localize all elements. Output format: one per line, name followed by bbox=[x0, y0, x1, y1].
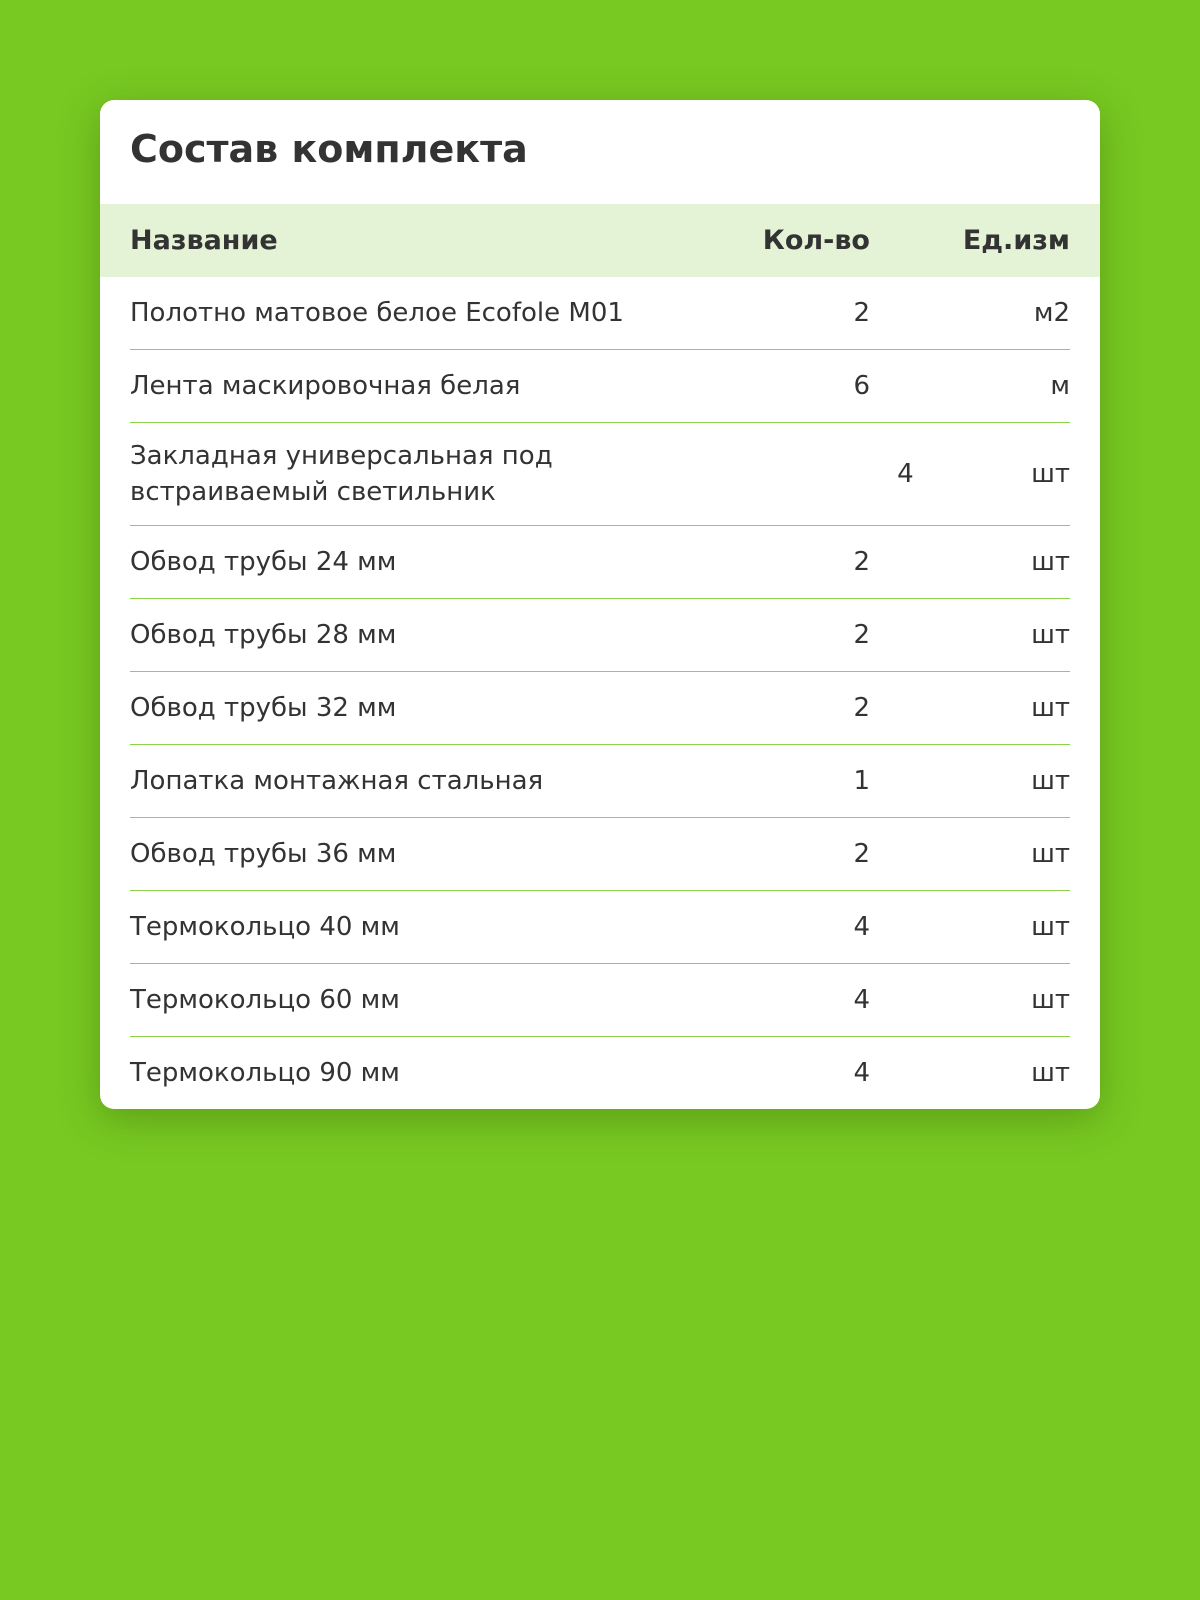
table-row bbox=[130, 891, 1070, 964]
item-qty: 1 bbox=[853, 766, 870, 796]
table-row bbox=[130, 350, 1070, 423]
table-row bbox=[130, 745, 1070, 818]
item-unit: шт bbox=[1031, 620, 1070, 650]
card-title: Состав комплекта bbox=[130, 127, 528, 171]
table-row bbox=[130, 526, 1070, 599]
item-unit: шт bbox=[1031, 912, 1070, 942]
item-name: Лопатка монтажная стальная bbox=[130, 766, 544, 796]
column-header-qty: Кол-во bbox=[762, 225, 870, 256]
item-name: Обвод трубы 24 мм bbox=[130, 547, 397, 577]
table-row bbox=[130, 423, 1070, 526]
item-name: Термокольцо 90 мм bbox=[130, 1058, 400, 1088]
table-row bbox=[130, 599, 1070, 672]
item-qty: 4 bbox=[853, 912, 870, 942]
item-qty: 4 bbox=[853, 1058, 870, 1088]
table-row bbox=[130, 818, 1070, 891]
item-unit: шт bbox=[1031, 693, 1070, 723]
item-unit: шт bbox=[1031, 459, 1070, 489]
table-row bbox=[130, 1037, 1070, 1109]
item-qty: 2 bbox=[853, 547, 870, 577]
item-qty: 4 bbox=[897, 459, 914, 489]
item-unit: шт bbox=[1031, 839, 1070, 869]
item-name: Обвод трубы 36 мм bbox=[130, 839, 397, 869]
item-qty: 2 bbox=[853, 839, 870, 869]
item-unit: шт bbox=[1031, 766, 1070, 796]
item-name: Обвод трубы 32 мм bbox=[130, 693, 397, 723]
table-row bbox=[130, 672, 1070, 745]
item-name: Полотно матовое белое Ecofole M01 bbox=[130, 298, 624, 328]
table-row bbox=[130, 964, 1070, 1037]
kit-contents-card bbox=[100, 100, 1100, 1109]
item-unit: шт bbox=[1031, 547, 1070, 577]
table-header bbox=[100, 204, 1100, 277]
item-name: Термокольцо 60 мм bbox=[130, 985, 400, 1015]
table-body bbox=[100, 277, 1100, 1109]
item-qty: 2 bbox=[853, 693, 870, 723]
table-row bbox=[130, 277, 1070, 350]
item-name: Термокольцо 40 мм bbox=[130, 912, 400, 942]
item-unit: шт bbox=[1031, 1058, 1070, 1088]
item-unit: м bbox=[1050, 371, 1070, 401]
item-qty: 2 bbox=[853, 620, 870, 650]
column-header-unit: Ед.изм bbox=[962, 225, 1070, 256]
item-unit: м2 bbox=[1033, 298, 1070, 328]
item-qty: 6 bbox=[853, 371, 870, 401]
item-unit: шт bbox=[1031, 985, 1070, 1015]
item-name: Лента маскировочная белая bbox=[130, 371, 521, 401]
item-name: Обвод трубы 28 мм bbox=[130, 620, 397, 650]
item-name: Закладная универсальная под встраиваемый светильник bbox=[130, 441, 553, 507]
column-header-name: Название bbox=[130, 225, 278, 256]
item-qty: 2 bbox=[853, 298, 870, 328]
item-qty: 4 bbox=[853, 985, 870, 1015]
